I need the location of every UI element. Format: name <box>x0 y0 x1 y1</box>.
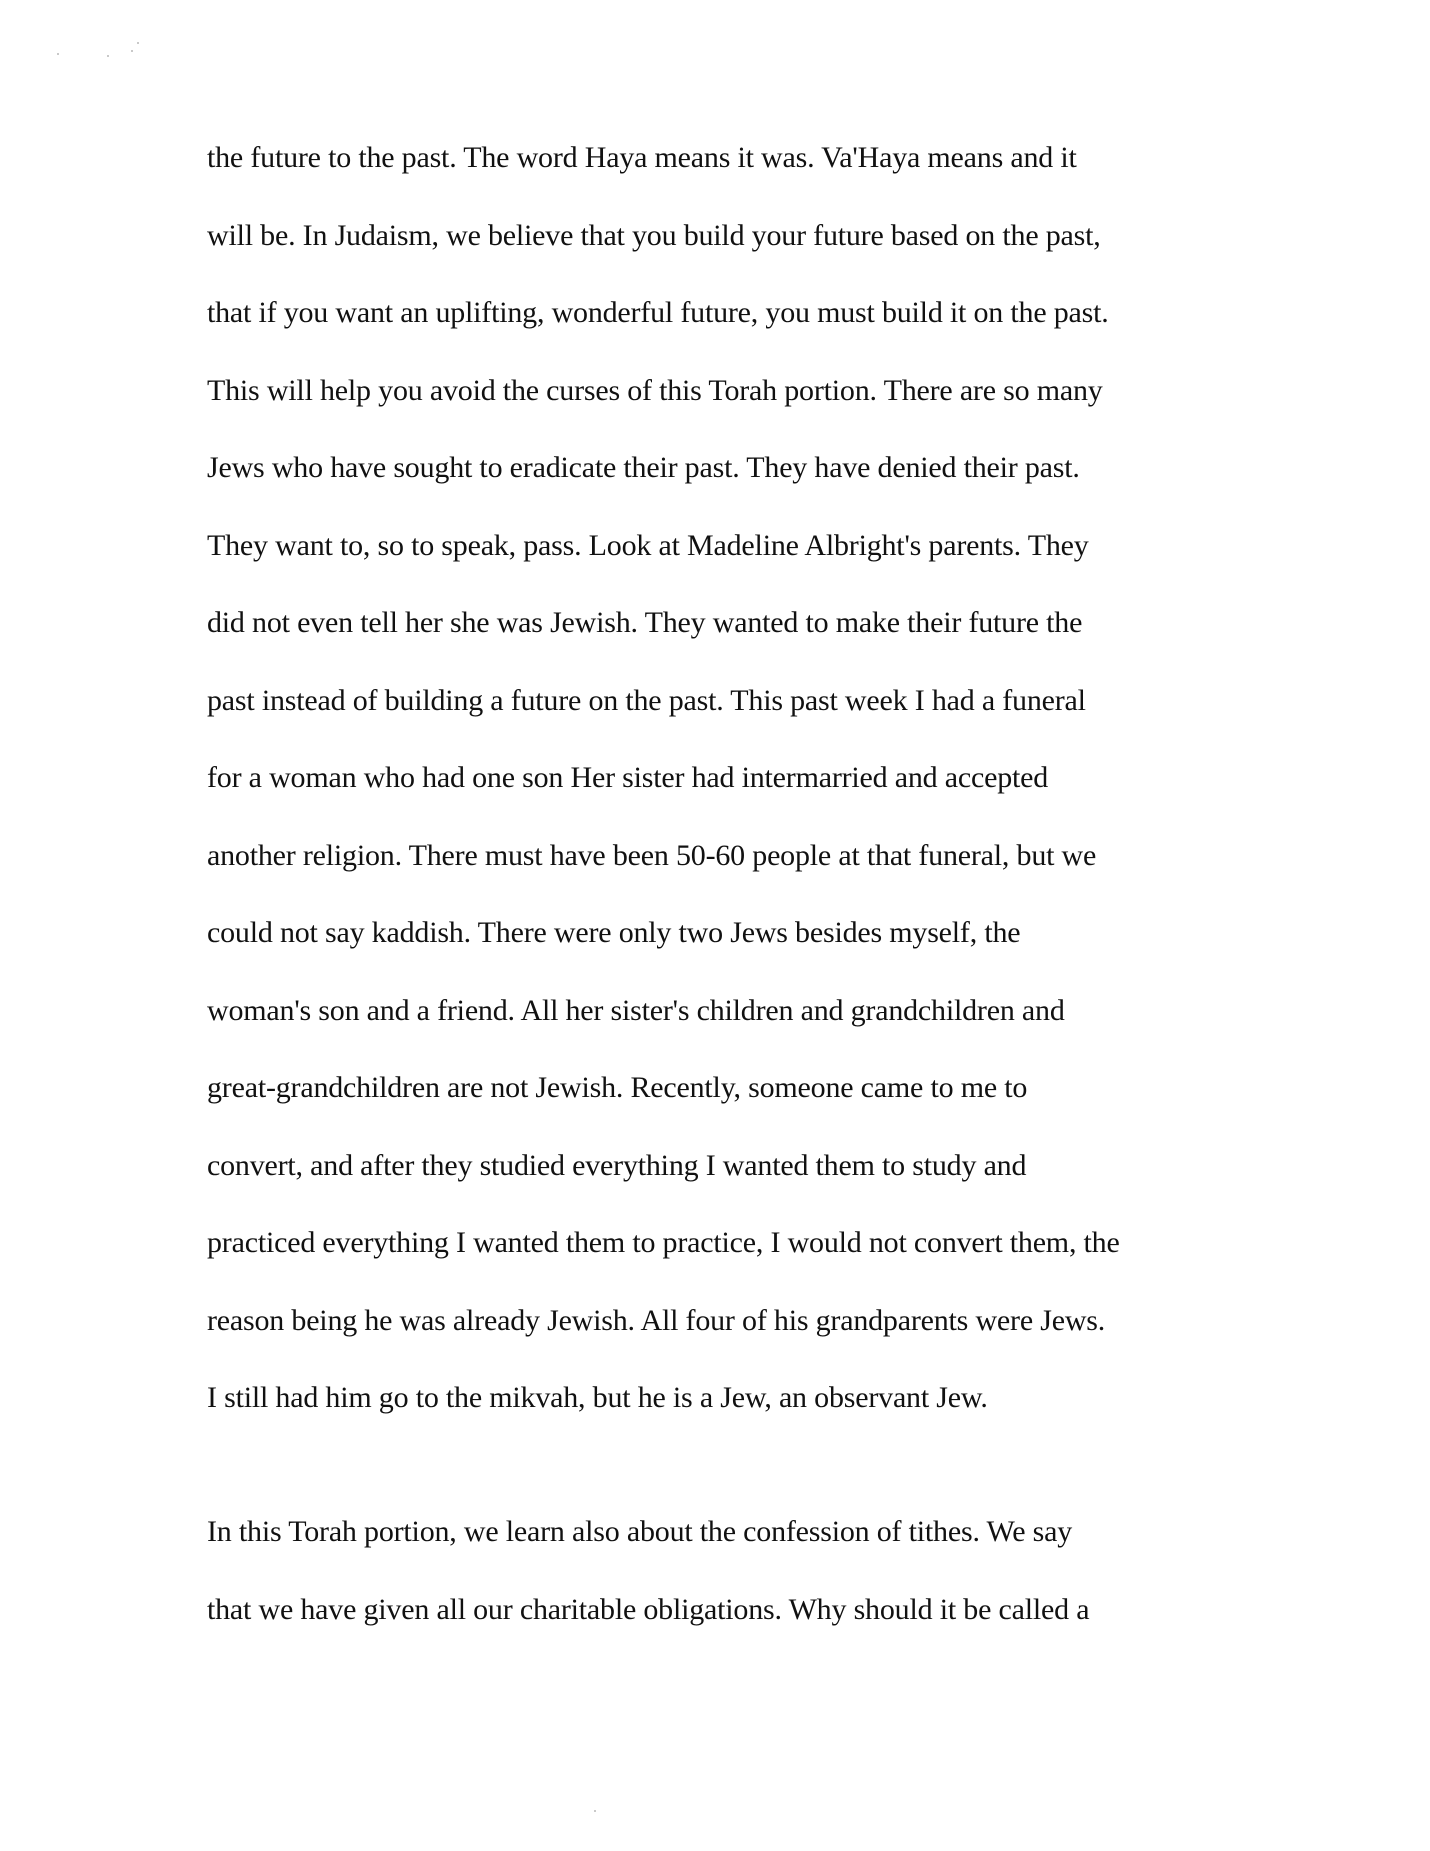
scan-speck <box>594 1810 596 1812</box>
text-line: great-grandchildren are not Jewish. Recently, someone came to me to <box>207 1071 1028 1104</box>
text-line: another religion. There must have been 50-60 people at that funeral, but we <box>207 838 1097 872</box>
text-line: will be. In Judaism, we believe that you build your future based on the past, <box>207 218 1101 252</box>
scan-speck <box>137 42 139 44</box>
text-line: convert, and after they studied everything I wanted them to study and <box>207 1148 1027 1182</box>
text-line: for a woman who had one son Her sister had intermarried and accepted <box>207 761 1049 794</box>
text-line: that we have given all our charitable obligations. Why should it be called a <box>207 1592 1090 1626</box>
text-line: This will help you avoid the curses of this Torah portion. There are so many <box>207 373 1103 407</box>
text-line: that if you want an uplifting, wonderful future, you must build it on the past. <box>207 296 1109 329</box>
scan-speck <box>131 50 133 52</box>
scan-speck <box>107 55 109 57</box>
text-line: did not even tell her she was Jewish. They wanted to make their future the <box>207 606 1083 639</box>
text-line: reason being he was already Jewish. All four of his grandparents were Jews. <box>207 1303 1106 1337</box>
paragraph-2 <box>207 1493 1237 1648</box>
text-line: Jews who have sought to eradicate their past. They have denied their past. <box>207 451 1080 484</box>
text-line: practiced everything I wanted them to practice, I would not convert them, the <box>207 1226 1120 1259</box>
text-line: I still had him go to the mikvah, but he is a Jew, an observant Jew. <box>207 1381 988 1414</box>
text-line: could not say kaddish. There were only two Jews besides myself, the <box>207 916 1021 949</box>
scan-speck <box>57 53 59 55</box>
text-line: In this Torah portion, we learn also about the confession of tithes. We say <box>207 1515 1073 1548</box>
text-line: the future to the past. The word Haya means it was. Va'Haya means and it <box>207 141 1077 174</box>
text-line: past instead of building a future on the past. This past week I had a funeral <box>207 683 1086 717</box>
text-line: They want to, so to speak, pass. Look at Madeline Albright's parents. They <box>207 528 1089 562</box>
paragraph-1 <box>207 119 1237 1437</box>
text-line: woman's son and a friend. All her sister's children and grandchildren and <box>207 993 1065 1027</box>
